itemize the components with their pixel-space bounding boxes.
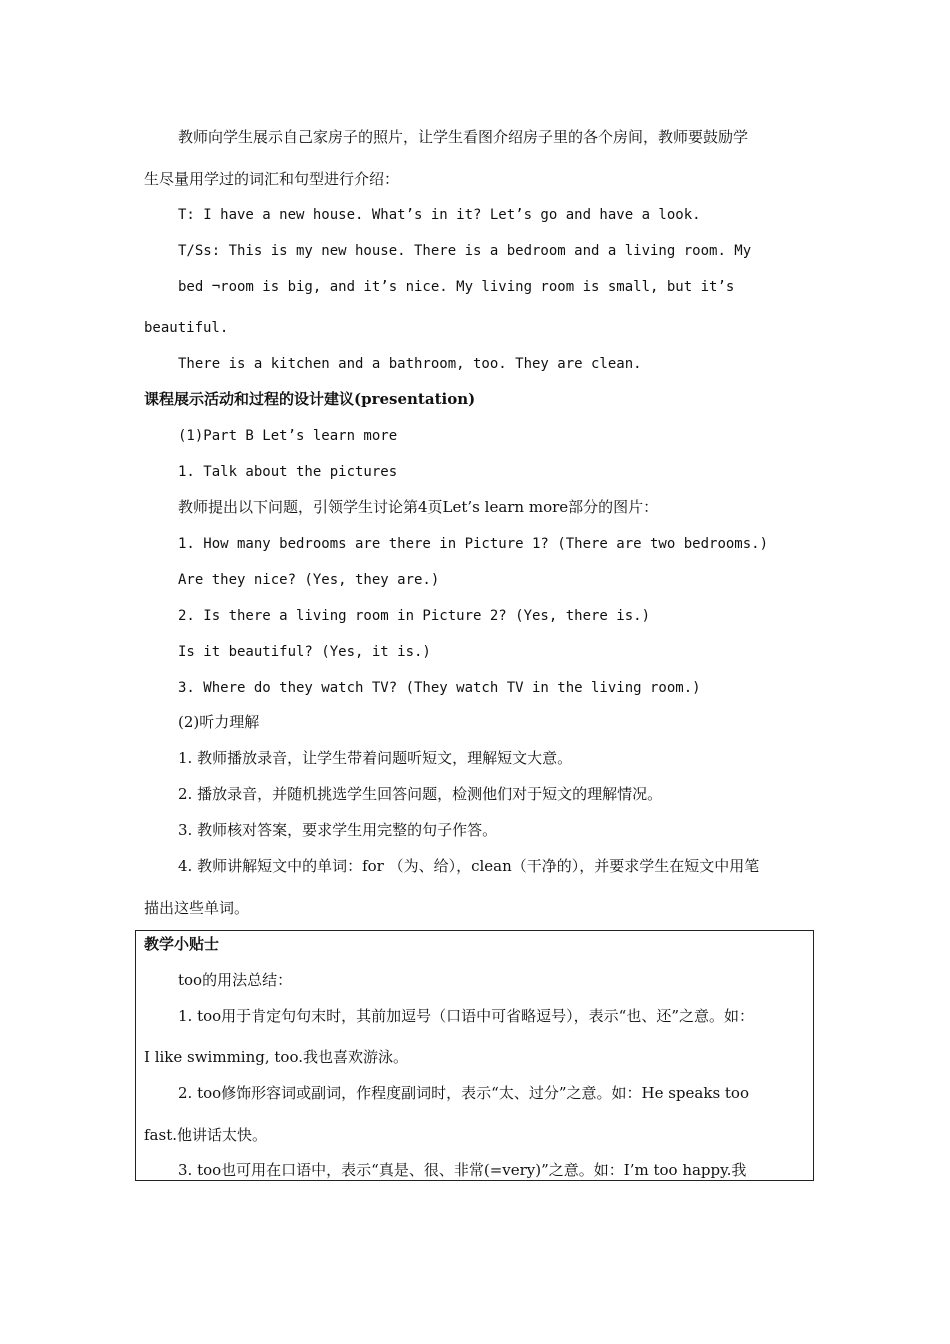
listening-step-4: 4. 教师讲解短文中的单词：for （为、给），clean（干净的），并要求学生在短文中用笔	[178, 857, 760, 875]
question-3: 3. Where do they watch TV? (They watch TV in the living room.)	[178, 680, 701, 696]
listening-step-1: 1. 教师播放录音，让学生带着问题听短文，理解短文大意。	[178, 749, 573, 767]
question-1: 1. How many bedrooms are there in Picture 1? (There are two bedrooms.)	[178, 536, 769, 552]
dialogue-line-1: T/Ss: This is my new house. There is a bedroom and a living room. My	[178, 243, 752, 259]
instruction-line: 教师提出以下问题，引领学生讨论第4页Let’s learn more部分的图片：	[178, 498, 659, 516]
listening-step-2: 2. 播放录音，并随机挑选学生回答问题，检测他们对于短文的理解情况。	[178, 785, 663, 803]
tip-1: 1. too用于肯定句句末时，其前加逗号（口语中可省略逗号），表示“也、还”之意。如：	[178, 1007, 755, 1025]
tip-1-cont: I like swimming, too.我也喜欢游泳。	[144, 1048, 408, 1066]
intro-paragraph-line-1: 教师向学生展示自己家房子的照片，让学生看图介绍房子里的各个房间，教师要鼓励学	[178, 128, 749, 146]
listening-step-4-cont: 描出这些单词。	[144, 899, 250, 917]
section-heading: 课程展示活动和过程的设计建议(presentation)	[144, 390, 476, 408]
dialogue-line-3: beautiful.	[144, 320, 229, 336]
tip-2: 2. too修饰形容词或副词，作程度副词时，表示“太、过分”之意。如：He speaks too	[178, 1084, 749, 1102]
teacher-line: T: I have a new house. What’s in it? Let’s go and have a look.	[178, 207, 701, 223]
tip-2-cont: fast.他讲话太快。	[144, 1126, 267, 1144]
tips-summary: too的用法总结：	[178, 971, 293, 989]
question-1-followup: Are they nice? (Yes, they are.)	[178, 572, 440, 588]
question-2: 2. Is there a living room in Picture 2? (Yes, there is.)	[178, 608, 651, 624]
dialogue-line-4: There is a kitchen and a bathroom, too. They are clean.	[178, 356, 642, 372]
question-2-followup: Is it beautiful? (Yes, it is.)	[178, 644, 431, 660]
listening-step-3: 3. 教师核对答案，要求学生用完整的句子作答。	[178, 821, 498, 839]
part-b-label: (1)Part B Let’s learn more	[178, 428, 398, 444]
dialogue-line-2: bed ¬room is big, and it’s nice. My living room is small, but it’s	[178, 279, 735, 295]
listening-heading: (2)听力理解	[178, 713, 260, 731]
intro-paragraph-line-2: 生尽量用学过的词汇和句型进行介绍：	[144, 170, 400, 188]
tips-title: 教学小贴士	[144, 935, 220, 953]
tip-3: 3. too也可用在口语中，表示“真是、很、非常(=very)”之意。如：I’m too happy.我	[178, 1161, 747, 1179]
talk-item: 1. Talk about the pictures	[178, 464, 398, 480]
